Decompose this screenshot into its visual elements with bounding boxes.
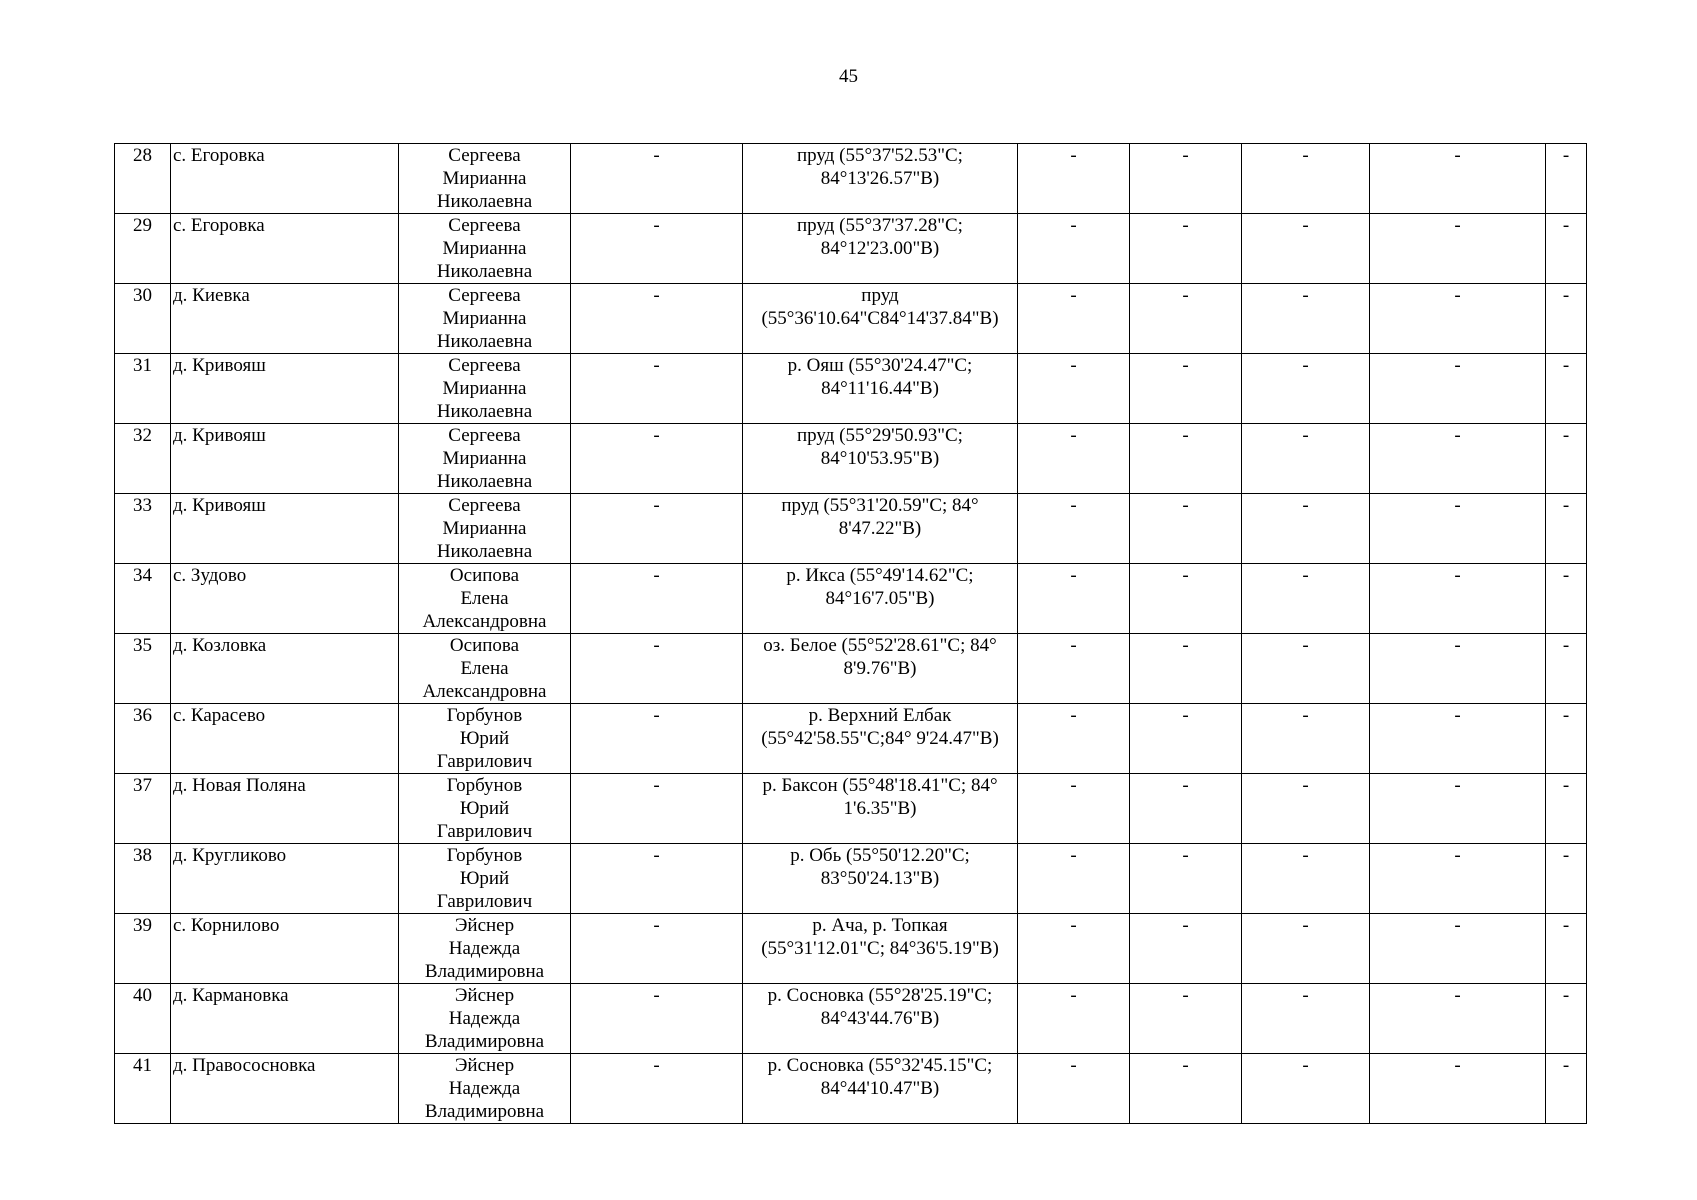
column-8-cell: - (1242, 144, 1370, 214)
water-body-cell-line: (55°31'12.01"С; 84°36'5.19"В) (761, 938, 999, 959)
column-7-cell: - (1130, 984, 1242, 1054)
responsible-person-cell-line: Гаврилович (436, 751, 533, 772)
table-row (115, 984, 1587, 1054)
row-number-cell: 31 (115, 354, 171, 424)
column-10-cell: - (1546, 844, 1587, 914)
responsible-person-cell-line: Осипова (449, 635, 520, 656)
responsible-person-cell (399, 214, 571, 284)
responsible-person-cell (399, 144, 571, 214)
column-9-cell: - (1370, 564, 1546, 634)
column-4-cell: - (571, 704, 743, 774)
column-9-cell: - (1370, 144, 1546, 214)
water-body-cell-line: р. Баксон (55°48'18.41"С; 84° (762, 775, 998, 796)
column-4-cell: - (571, 144, 743, 214)
responsible-person-cell-line: Николаевна (436, 191, 533, 212)
water-body-cell (743, 914, 1018, 984)
column-4-cell: - (571, 494, 743, 564)
row-number-cell: 33 (115, 494, 171, 564)
settlement-cell: д. Новая Поляна (171, 774, 399, 844)
column-4-cell: - (571, 984, 743, 1054)
column-6-cell: - (1018, 914, 1130, 984)
table-row (115, 424, 1587, 494)
responsible-person-cell-line: Владимировна (424, 961, 545, 982)
responsible-person-cell-line: Надежда (448, 1078, 521, 1099)
settlement-cell: д. Кривояш (171, 494, 399, 564)
water-body-cell (743, 634, 1018, 704)
responsible-person-cell (399, 634, 571, 704)
table-row (115, 354, 1587, 424)
column-7-cell: - (1130, 634, 1242, 704)
responsible-person-cell (399, 494, 571, 564)
responsible-person-cell-line: Сергеева (448, 215, 521, 236)
responsible-person-cell (399, 284, 571, 354)
water-body-cell (743, 144, 1018, 214)
responsible-person-cell (399, 354, 571, 424)
settlement-cell: д. Киевка (171, 284, 399, 354)
responsible-person-cell (399, 1054, 571, 1124)
settlement-cell: д. Кармановка (171, 984, 399, 1054)
column-10-cell: - (1546, 354, 1587, 424)
table-row (115, 914, 1587, 984)
column-8-cell: - (1242, 984, 1370, 1054)
water-body-cell (743, 494, 1018, 564)
water-body-cell-line: пруд (861, 285, 899, 306)
responsible-person-cell-line: Юрий (459, 798, 510, 819)
water-body-cell-line: 8'9.76"В) (843, 658, 917, 679)
column-10-cell: - (1546, 1054, 1587, 1124)
table-row (115, 494, 1587, 564)
water-body-cell-line: пруд (55°29'50.93"С; (797, 425, 963, 446)
column-4-cell: - (571, 354, 743, 424)
responsible-person-cell-line: Эйснер (454, 985, 515, 1006)
column-10-cell: - (1546, 634, 1587, 704)
responsible-person-cell-line: Эйснер (454, 915, 515, 936)
water-body-cell-line: р. Сосновка (55°28'25.19"С; (767, 985, 993, 1006)
column-10-cell: - (1546, 564, 1587, 634)
responsible-person-cell (399, 774, 571, 844)
responsible-person-cell-line: Мирианна (442, 168, 527, 189)
water-body-cell-line: 83°50'24.13"В) (820, 868, 940, 889)
column-4-cell: - (571, 844, 743, 914)
row-number-cell: 35 (115, 634, 171, 704)
row-number-cell: 29 (115, 214, 171, 284)
column-6-cell: - (1018, 704, 1130, 774)
settlement-cell: д. Кругликово (171, 844, 399, 914)
table-row (115, 564, 1587, 634)
column-8-cell: - (1242, 774, 1370, 844)
column-4-cell: - (571, 424, 743, 494)
column-7-cell: - (1130, 494, 1242, 564)
table-row (115, 704, 1587, 774)
responsible-person-cell-line: Елена (460, 588, 509, 609)
responsible-person-cell-line: Мирианна (442, 448, 527, 469)
column-9-cell: - (1370, 494, 1546, 564)
settlement-cell: д. Правососновка (171, 1054, 399, 1124)
table-body (115, 144, 1587, 1124)
column-8-cell: - (1242, 214, 1370, 284)
table-row (115, 844, 1587, 914)
column-7-cell: - (1130, 564, 1242, 634)
row-number-cell: 36 (115, 704, 171, 774)
water-body-cell-line: оз. Белое (55°52'28.61"С; 84° (763, 635, 997, 656)
responsible-person-cell-line: Сергеева (448, 145, 521, 166)
water-body-cell (743, 284, 1018, 354)
column-8-cell: - (1242, 424, 1370, 494)
responsible-person-cell-line: Александровна (422, 681, 547, 702)
table-row (115, 634, 1587, 704)
column-6-cell: - (1018, 144, 1130, 214)
responsible-person-cell-line: Гаврилович (436, 821, 533, 842)
water-body-cell-line: (55°36'10.64"С84°14'37.84"В) (761, 308, 999, 329)
settlement-cell: с. Егоровка (171, 144, 399, 214)
row-number-cell: 41 (115, 1054, 171, 1124)
column-7-cell: - (1130, 774, 1242, 844)
column-6-cell: - (1018, 1054, 1130, 1124)
column-4-cell: - (571, 634, 743, 704)
column-6-cell: - (1018, 634, 1130, 704)
water-body-cell (743, 984, 1018, 1054)
column-9-cell: - (1370, 354, 1546, 424)
responsible-person-cell (399, 844, 571, 914)
column-4-cell: - (571, 284, 743, 354)
column-7-cell: - (1130, 284, 1242, 354)
column-7-cell: - (1130, 914, 1242, 984)
table-row (115, 774, 1587, 844)
column-4-cell: - (571, 214, 743, 284)
table-row (115, 284, 1587, 354)
responsible-person-cell-line: Мирианна (442, 238, 527, 259)
water-body-cell-line: 84°13'26.57"В) (820, 168, 940, 189)
column-8-cell: - (1242, 634, 1370, 704)
row-number-cell: 40 (115, 984, 171, 1054)
water-body-cell-line: р. Обь (55°50'12.20"С; (790, 845, 970, 866)
column-7-cell: - (1130, 144, 1242, 214)
column-8-cell: - (1242, 914, 1370, 984)
responsible-person-cell-line: Мирианна (442, 378, 527, 399)
responsible-person-cell-line: Сергеева (448, 495, 521, 516)
responsible-person-cell-line: Сергеева (448, 355, 521, 376)
water-body-cell-line: р. Сосновка (55°32'45.15"С; (767, 1055, 993, 1076)
water-body-cell-line: пруд (55°37'37.28"С; (797, 215, 963, 236)
row-number-cell: 32 (115, 424, 171, 494)
responsible-person-cell-line: Николаевна (436, 541, 533, 562)
responsible-person-cell-line: Горбунов (446, 705, 523, 726)
table-row (115, 214, 1587, 284)
row-number-cell: 39 (115, 914, 171, 984)
column-6-cell: - (1018, 984, 1130, 1054)
water-body-cell-line: 84°11'16.44"В) (821, 378, 939, 399)
column-8-cell: - (1242, 844, 1370, 914)
responsible-person-cell (399, 424, 571, 494)
responsible-person-cell (399, 984, 571, 1054)
responsible-person-cell-line: Николаевна (436, 471, 533, 492)
water-body-cell (743, 354, 1018, 424)
column-10-cell: - (1546, 494, 1587, 564)
water-body-cell (743, 424, 1018, 494)
settlement-cell: с. Корнилово (171, 914, 399, 984)
page-number: 45 (839, 66, 858, 87)
responsible-person-cell-line: Горбунов (446, 775, 523, 796)
settlement-cell: д. Кривояш (171, 354, 399, 424)
responsible-person-cell (399, 564, 571, 634)
column-9-cell: - (1370, 424, 1546, 494)
water-body-cell-line: 84°10'53.95"В) (820, 448, 940, 469)
water-body-cell (743, 844, 1018, 914)
responsible-person-cell-line: Владимировна (424, 1101, 545, 1122)
water-body-cell (743, 1054, 1018, 1124)
column-10-cell: - (1546, 284, 1587, 354)
water-body-cell-line: 1'6.35"В) (843, 798, 917, 819)
responsible-person-cell-line: Александровна (422, 611, 547, 632)
column-8-cell: - (1242, 494, 1370, 564)
column-6-cell: - (1018, 284, 1130, 354)
water-body-cell-line: 84°16'7.05"В) (825, 588, 935, 609)
settlement-cell: с. Егоровка (171, 214, 399, 284)
water-body-cell-line: 84°12'23.00"В) (820, 238, 940, 259)
responsible-person-cell-line: Гаврилович (436, 891, 533, 912)
column-4-cell: - (571, 564, 743, 634)
responsible-person-cell (399, 704, 571, 774)
column-9-cell: - (1370, 774, 1546, 844)
column-9-cell: - (1370, 844, 1546, 914)
responsible-person-cell-line: Владимировна (424, 1031, 545, 1052)
row-number-cell: 28 (115, 144, 171, 214)
column-7-cell: - (1130, 1054, 1242, 1124)
responsible-person-cell-line: Эйснер (454, 1055, 515, 1076)
table-row (115, 144, 1587, 214)
settlement-cell: с. Зудово (171, 564, 399, 634)
column-4-cell: - (571, 774, 743, 844)
settlement-cell: с. Карасево (171, 704, 399, 774)
row-number-cell: 34 (115, 564, 171, 634)
column-10-cell: - (1546, 214, 1587, 284)
column-8-cell: - (1242, 284, 1370, 354)
responsible-person-cell-line: Мирианна (442, 308, 527, 329)
column-8-cell: - (1242, 1054, 1370, 1124)
column-6-cell: - (1018, 844, 1130, 914)
column-9-cell: - (1370, 914, 1546, 984)
responsible-person-cell-line: Николаевна (436, 331, 533, 352)
responsible-person-cell-line: Надежда (448, 1008, 521, 1029)
settlement-cell: д. Кривояш (171, 424, 399, 494)
water-body-cell-line: 8'47.22"В) (838, 518, 922, 539)
column-9-cell: - (1370, 704, 1546, 774)
column-9-cell: - (1370, 214, 1546, 284)
water-body-cell-line: пруд (55°37'52.53"С; (797, 145, 963, 166)
water-body-cell-line: (55°42'58.55"С;84° 9'24.47"В) (761, 728, 999, 749)
column-4-cell: - (571, 1054, 743, 1124)
column-9-cell: - (1370, 284, 1546, 354)
responsible-person-cell-line: Елена (460, 658, 509, 679)
column-10-cell: - (1546, 774, 1587, 844)
column-10-cell: - (1546, 984, 1587, 1054)
column-8-cell: - (1242, 354, 1370, 424)
water-body-cell (743, 214, 1018, 284)
responsible-person-cell (399, 914, 571, 984)
column-9-cell: - (1370, 1054, 1546, 1124)
responsible-person-cell-line: Юрий (459, 868, 510, 889)
column-7-cell: - (1130, 844, 1242, 914)
responsible-person-cell-line: Николаевна (436, 261, 533, 282)
water-body-cell-line: р. Верхний Елбак (808, 705, 952, 726)
column-6-cell: - (1018, 564, 1130, 634)
responsible-person-cell-line: Николаевна (436, 401, 533, 422)
column-6-cell: - (1018, 214, 1130, 284)
table-row (115, 1054, 1587, 1124)
water-body-cell (743, 774, 1018, 844)
responsible-person-cell-line: Осипова (449, 565, 520, 586)
column-8-cell: - (1242, 704, 1370, 774)
water-body-cell-line: 84°43'44.76"В) (820, 1008, 940, 1029)
settlement-cell: д. Козловка (171, 634, 399, 704)
water-body-cell-line: пруд (55°31'20.59"С; 84° (781, 495, 979, 516)
registry-table (114, 143, 1587, 1124)
column-8-cell: - (1242, 564, 1370, 634)
row-number-cell: 38 (115, 844, 171, 914)
responsible-person-cell-line: Юрий (459, 728, 510, 749)
water-body-cell (743, 704, 1018, 774)
column-7-cell: - (1130, 354, 1242, 424)
responsible-person-cell-line: Надежда (448, 938, 521, 959)
column-9-cell: - (1370, 984, 1546, 1054)
column-4-cell: - (571, 914, 743, 984)
water-body-cell-line: р. Ача, р. Топкая (812, 915, 948, 936)
column-6-cell: - (1018, 424, 1130, 494)
water-body-cell-line: р. Ояш (55°30'24.47"С; (787, 355, 973, 376)
column-6-cell: - (1018, 494, 1130, 564)
column-7-cell: - (1130, 214, 1242, 284)
column-10-cell: - (1546, 914, 1587, 984)
column-6-cell: - (1018, 354, 1130, 424)
column-10-cell: - (1546, 424, 1587, 494)
responsible-person-cell-line: Сергеева (448, 285, 521, 306)
responsible-person-cell-line: Горбунов (446, 845, 523, 866)
water-body-cell (743, 564, 1018, 634)
row-number-cell: 30 (115, 284, 171, 354)
responsible-person-cell-line: Мирианна (442, 518, 527, 539)
responsible-person-cell-line: Сергеева (448, 425, 521, 446)
column-10-cell: - (1546, 704, 1587, 774)
column-7-cell: - (1130, 424, 1242, 494)
column-10-cell: - (1546, 144, 1587, 214)
water-body-cell-line: р. Икса (55°49'14.62"С; (786, 565, 974, 586)
column-9-cell: - (1370, 634, 1546, 704)
column-7-cell: - (1130, 704, 1242, 774)
column-6-cell: - (1018, 774, 1130, 844)
water-body-cell-line: 84°44'10.47"В) (820, 1078, 940, 1099)
row-number-cell: 37 (115, 774, 171, 844)
